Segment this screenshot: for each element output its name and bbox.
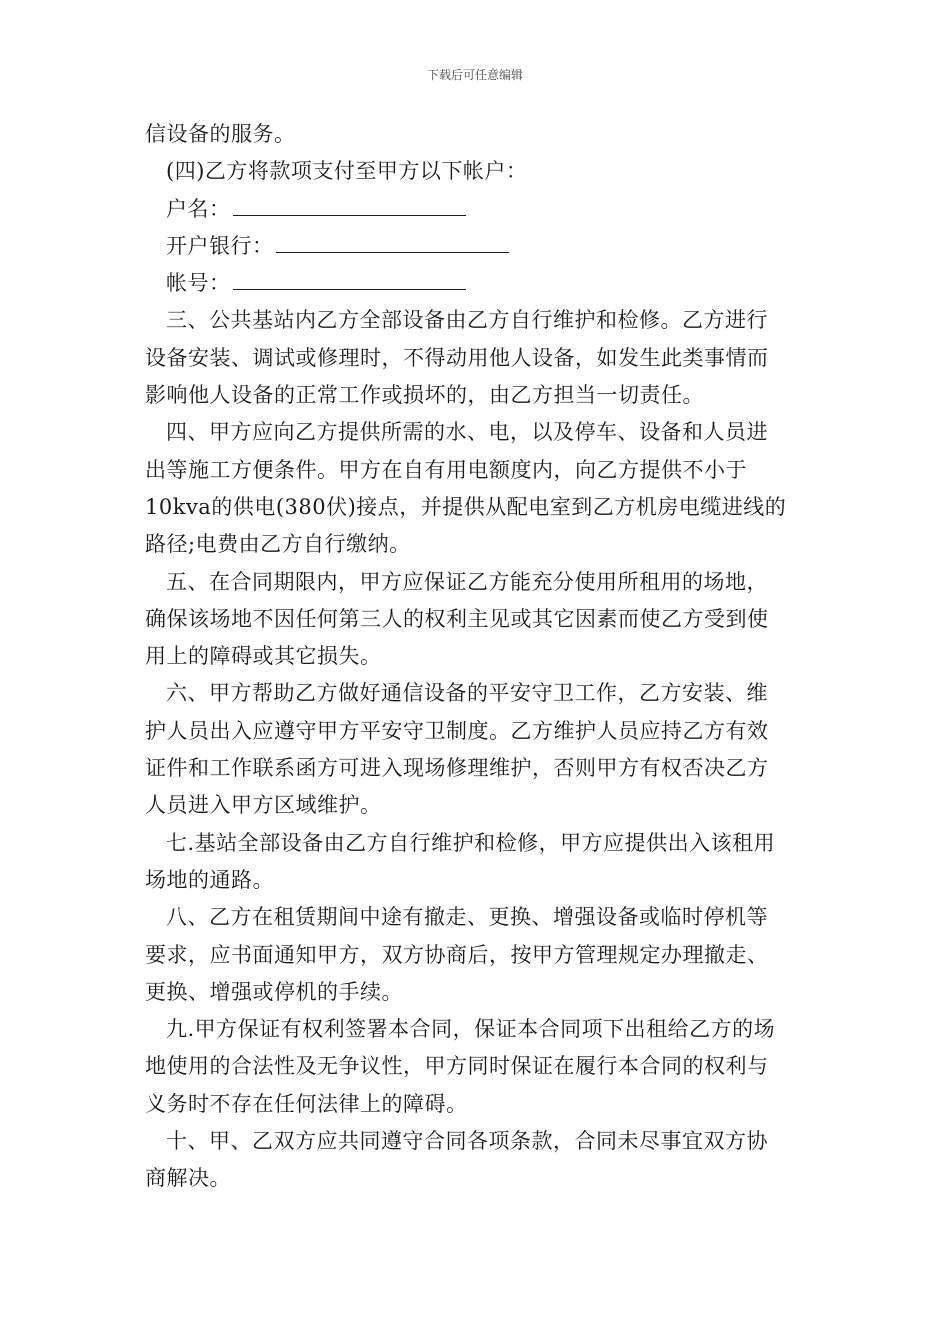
text-line: 十、甲、乙双方应共同遵守合同各项条款，合同未尽事宜双方协 [166, 1129, 768, 1154]
account-name-row [145, 191, 807, 228]
text-line: 护人员出入应遵守甲方平安守卫制度。乙方维护人员应持乙方有效 [145, 718, 769, 743]
header-note: 下载后可任意编辑 [426, 68, 523, 82]
text-line: 六、甲方帮助乙方做好通信设备的平安守卫工作，乙方安装、维 [166, 681, 768, 706]
text-line: 路径;电费由乙方自行缴纳。 [145, 532, 411, 557]
account-name-label: 户名： [166, 196, 231, 221]
text-line: 九.甲方保证有权利签署本合同，保证本合同项下出租给乙方的场 [166, 1017, 776, 1042]
text-line: 四、甲方应向乙方提供所需的水、电，以及停车、设备和人员进 [166, 420, 768, 445]
text-line: 影响他人设备的正常工作或损坏的，由乙方担当一切责任。 [145, 383, 704, 408]
account-name-blank [233, 193, 466, 216]
text-line: 确保该场地不因任何第三人的权利主见或其它因素而使乙方受到使 [145, 606, 769, 631]
text-line: 信设备的服务。 [145, 122, 296, 146]
text-line: 设备安装、调试或修理时，不得动用他人设备，如发生此类事情而 [145, 345, 769, 370]
text-line: 商解决。 [145, 1166, 231, 1191]
text-line: 要求，应书面通知甲方，双方协商后，按甲方管理规定办理撤走、 [145, 942, 769, 967]
bank-label: 开户银行： [166, 233, 274, 258]
account-number-blank [233, 267, 466, 290]
text-line: 证件和工作联系函方可进入现场修理维护，否则甲方有权否决乙方 [145, 756, 769, 781]
text-line: (四)乙方将款项支付至甲方以下帐户： [166, 159, 528, 184]
text-line: 出等施工方便条件。甲方在自有用电额度内，向乙方提供不小于 [145, 457, 747, 482]
bank-row [145, 228, 807, 265]
text-line: 五、在合同期限内，甲方应保证乙方能充分使用所租用的场地， [166, 569, 768, 594]
text-line: 八、乙方在租赁期间中途有撤走、更换、增强设备或临时停机等 [166, 905, 768, 930]
text-line: 更换、增强或停机的手续。 [145, 979, 403, 1004]
text-line: 场地的通路。 [145, 867, 274, 892]
text-line: 地使用的合法性及无争议性，甲方同时保证在履行本合同的权利与 [145, 1054, 769, 1079]
text-line: 义务时不存在任何法律上的障碍。 [145, 1091, 468, 1116]
text-line: 三、公共基站内乙方全部设备由乙方自行维护和检修。乙方进行 [166, 308, 768, 333]
account-number-label: 帐号： [166, 271, 231, 296]
text-line: 10kva的供电(380伏)接点，并提供从配电室到乙方机房电缆进线的 [145, 494, 787, 519]
text-line: 用上的障碍或其它损失。 [145, 644, 382, 669]
text-line: 人员进入甲方区域维护。 [145, 793, 382, 818]
bank-blank [276, 230, 509, 253]
contract-body [145, 116, 807, 1198]
account-number-row [145, 265, 807, 302]
text-line: 七.基站全部设备由乙方自行维护和检修，甲方应提供出入该租用 [166, 830, 776, 855]
